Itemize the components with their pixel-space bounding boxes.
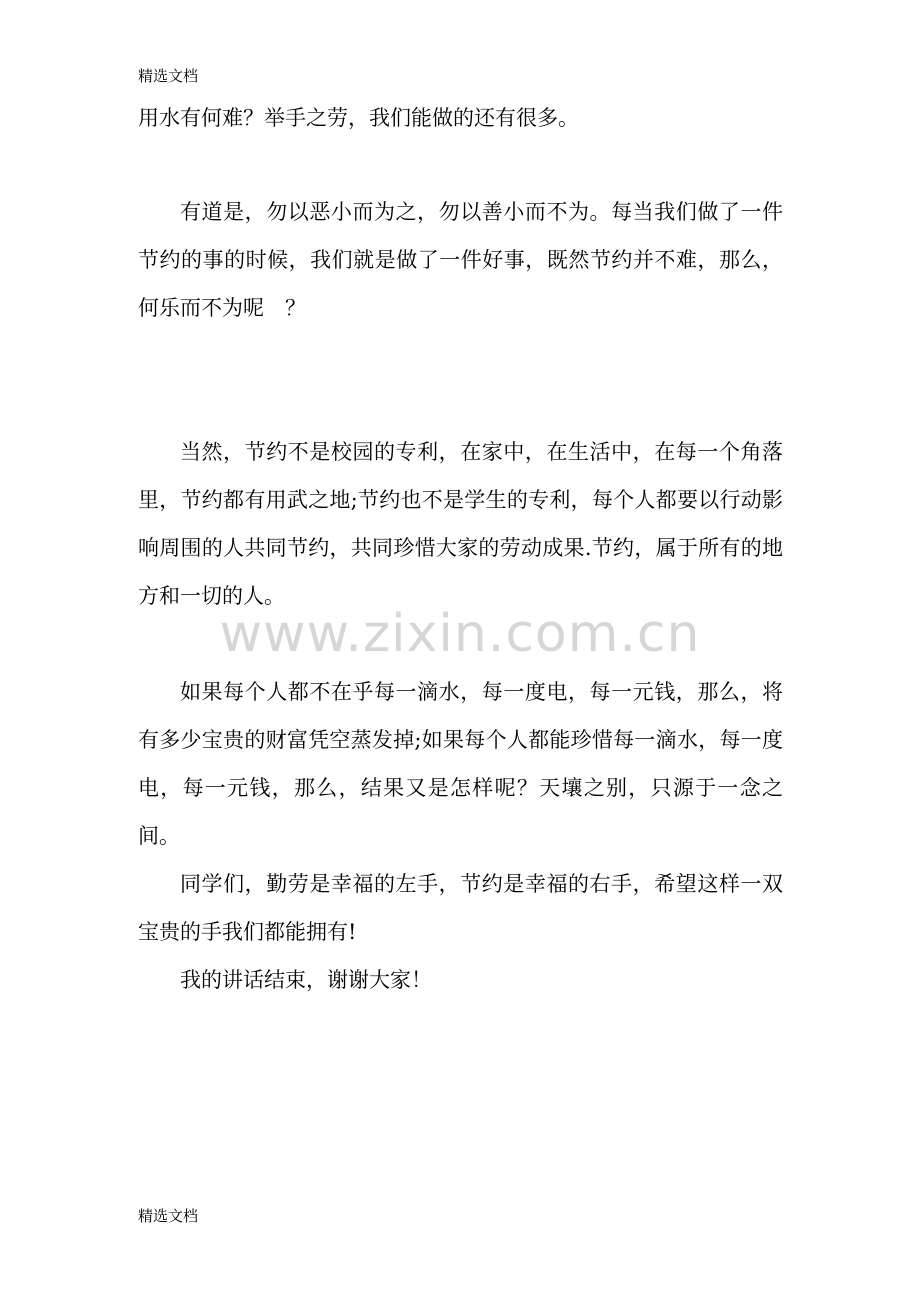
header-label: 精选文档 [138,67,199,85]
paragraph-3: 当然，节约不是校园的专利，在家中，在生活中，在每一个角落里，节约都有用武之地;节约也不是学生的专利，每个人都要以行动影响周围的人共同节约，共同珍惜大家的劳动成果.节约，属于所有的地方和一切的人。 [138,440,783,608]
paragraph-4: 如果每个人都不在乎每一滴水，每一度电，每一元钱，那么，将有多少宝贵的财富凭空蒸发掉;如果每个人都能珍惜每一滴水，每一度电，每一元钱，那么，结果又是怎样呢？天壤之别，只源于一念之间。 [138,680,783,848]
paragraph-1: 用水有何难？举手之劳，我们能做的还有很多。 [138,106,579,130]
footer-label: 精选文档 [138,1207,199,1225]
watermark: www.zixin.com.cn [219,604,701,664]
paragraph-5: 同学们，勤劳是幸福的左手，节约是幸福的右手，希望这样一双宝贵的手我们都能拥有! [138,872,783,944]
paragraph-2: 有道是，勿以恶小而为之，勿以善小而不为。每当我们做了一件节约的事的时候，我们就是做了一件好事，既然节约并不难，那么，何乐而不为呢 ？ [138,200,783,320]
paragraph-6: 我的讲话结束，谢谢大家！ [180,968,432,992]
